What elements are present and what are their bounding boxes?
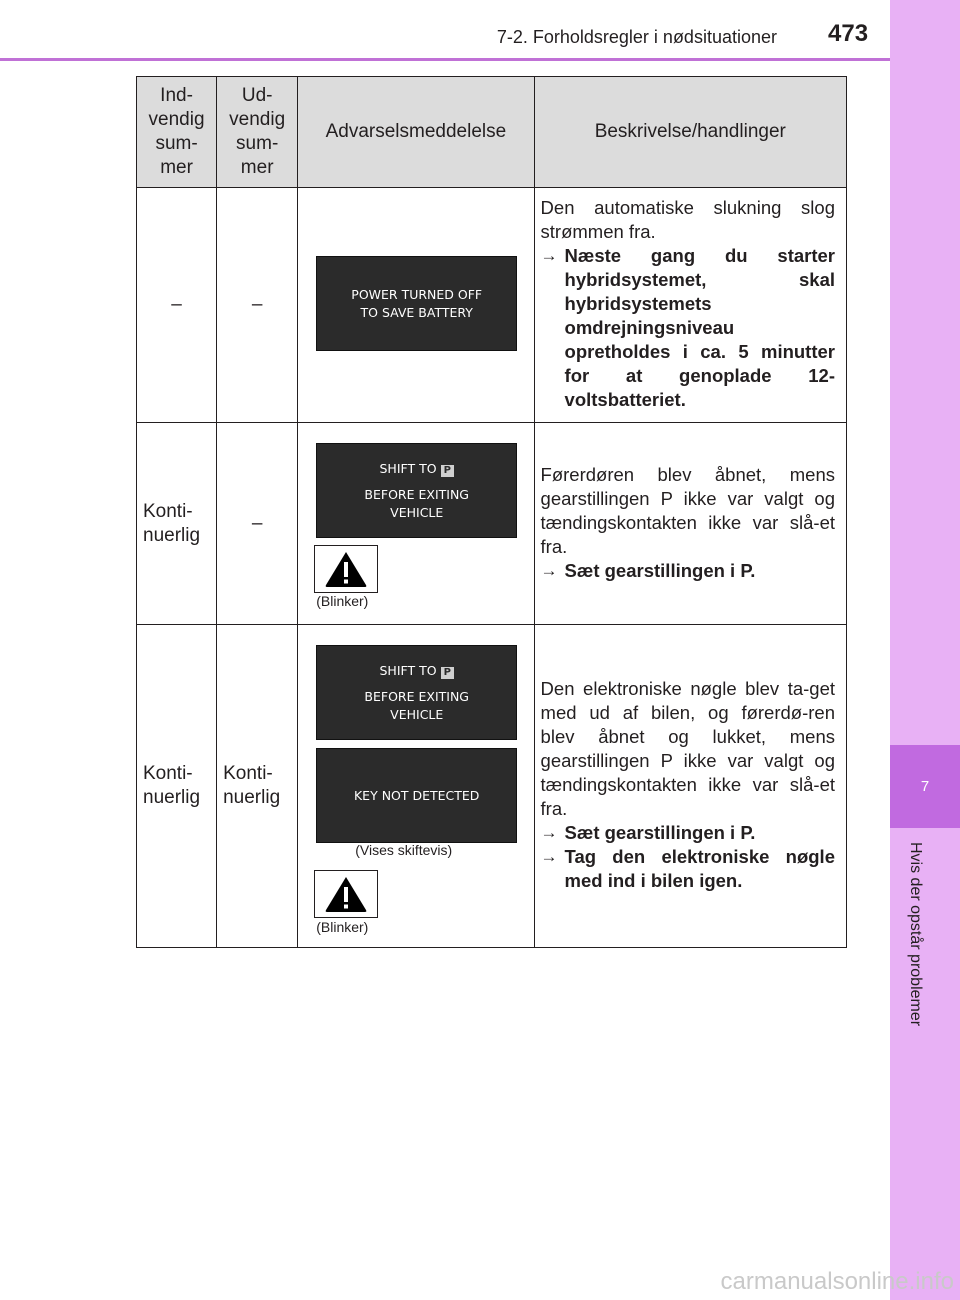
display-screen: SHIFT TO P BEFORE EXITING VEHICLE [316,645,517,740]
warning-display-cell [298,188,534,423]
outside-buzzer-cell: – [217,188,298,423]
p-indicator: P [441,667,454,679]
table-header-row [137,77,847,188]
display-screen: SHIFT TO P BEFORE EXITING VEHICLE [316,443,517,538]
table-row [137,188,847,423]
outside-buzzer-cell: Konti- nuerlig [217,625,298,948]
description-text: Den automatiske slukning slog strømmen fra. [540,197,835,242]
chapter-number: 7 [920,778,930,795]
description-cell [534,188,846,423]
header-description: Beskrivelse/handlinger [534,77,846,188]
alternate-caption: (Vises skiftevis) [355,842,453,858]
inside-buzzer-cell: Konti- nuerlig [137,423,217,625]
section-title: 7-2. Forholdsregler i nødsituationer [496,27,777,47]
action-item: → Næste gang du starter hybridsystemet, skal hybridsystemets omdrejningsniveau opretholdes i ca. 5 minutter for at genoplade 12-voltsbatteriet. [540,245,835,410]
blink-caption: (Blinker) [316,919,369,935]
header-warning-message: Advarselsmeddelelse [298,77,534,188]
warning-light-icon [314,870,378,918]
arrow-icon: → [540,560,558,580]
description-text: Førerdøren blev åbnet, mens gearstillingen P ikke var valgt og tændingskontakten ikke var slå-et fra. [540,463,835,557]
action-item: → Sæt gearstillingen i P. [540,559,756,581]
warning-light-icon [314,545,378,593]
arrow-icon: → [540,847,558,866]
side-strip [890,0,960,1300]
action-item: → Tag den elektroniske nøgle med ind i bilen igen. [540,846,835,891]
chapter-title: Hvis der opstår problemer [907,842,924,1027]
watermark: carmanualsonline.info [720,1268,954,1295]
outside-buzzer-cell: – [217,423,298,625]
page-number: 473 [828,20,869,47]
action-item: → Sæt gearstillingen i P. [540,822,756,843]
display-screen: KEY NOT DETECTED [316,748,517,843]
table-row [137,423,847,625]
inside-buzzer-cell: – [137,188,217,423]
warning-display-cell [298,423,534,625]
warning-table [136,76,847,948]
chapter-tab[interactable] [890,745,960,828]
header-inside-buzzer: Ind- vendig sum- mer [137,77,217,188]
header-outside-buzzer: Ud- vendig sum- mer [217,77,298,188]
warning-display-cell [298,625,534,948]
description-cell [534,625,846,948]
blink-caption: (Blinker) [316,593,369,609]
description-cell [534,423,846,625]
header-divider [0,58,890,61]
table-row [137,625,847,948]
p-indicator: P [441,465,454,477]
display-screen: POWER TURNED OFF TO SAVE BATTERY [316,256,517,351]
arrow-icon: → [540,823,558,842]
arrow-icon: → [540,246,558,265]
inside-buzzer-cell: Konti- nuerlig [137,625,217,948]
description-text: Den elektroniske nøgle blev ta-get med ud af bilen, og førerdø-ren blev åbnet og lukket, mens gearstillingen P ikke var valgt og tændingskontakten ikke var slå-et fra. [540,678,835,819]
